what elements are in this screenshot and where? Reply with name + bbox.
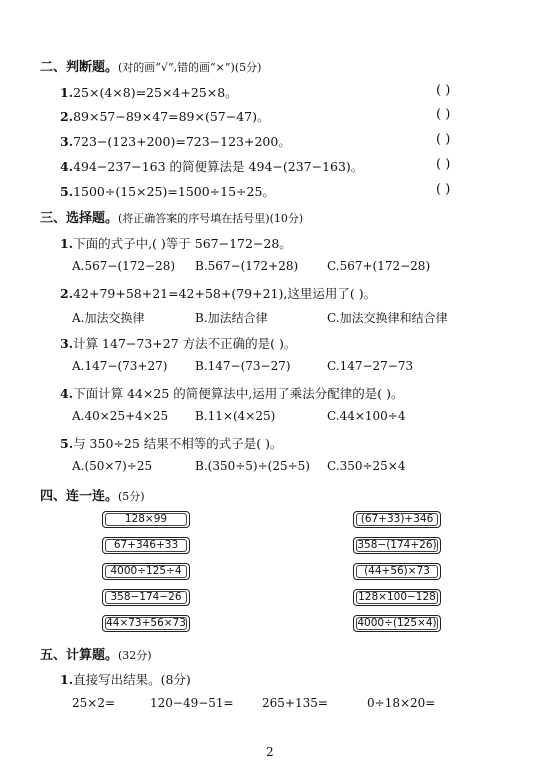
match-left-2[interactable] [102, 537, 190, 554]
section-5-title: 五、计算题。 [40, 648, 119, 663]
expression-text: (44+56)×73 [356, 565, 438, 578]
expression-text: 128×99 [105, 513, 187, 526]
section-4-note: (5分) [118, 490, 145, 503]
answer-blank-1[interactable]: ( ) [436, 83, 451, 98]
option-b[interactable]: B.567−(172+28) [195, 259, 299, 273]
choice-item-2 [60, 284, 376, 302]
match-right-1[interactable] [353, 511, 441, 528]
option-c[interactable]: C.加法交换律和结合律 [327, 311, 448, 325]
item-text: 下面的式子中,( )等于 567−172−28。 [73, 236, 292, 251]
item-text: 42+79+58+21=42+58+(79+21),这里运用了( )。 [73, 286, 377, 301]
section-2-title: 二、判断题。 [40, 60, 119, 75]
calc-subsection-1 [60, 670, 191, 688]
item-number: 1. [60, 672, 74, 687]
item-number: 2. [60, 286, 74, 301]
match-right-4[interactable] [353, 589, 441, 606]
match-right-5[interactable] [353, 615, 441, 632]
answer-blank-5[interactable]: ( ) [436, 182, 451, 197]
option-a[interactable]: A.147−(73+27) [72, 359, 168, 373]
section-3-title: 三、选择题。 [40, 211, 119, 226]
choice-item-5 [60, 434, 282, 452]
option-b[interactable]: B.(350÷5)÷(25÷5) [195, 459, 310, 473]
section-3-heading [40, 207, 303, 226]
judge-item-2 [60, 107, 270, 125]
page-number: 2 [266, 745, 274, 759]
item-number: 1. [60, 236, 74, 251]
expression-text: 128×100−128 [356, 591, 438, 604]
calc-problem-3[interactable]: 265+135= [262, 696, 328, 710]
expression-text: 4000÷125÷4 [105, 565, 187, 578]
item-number: 1. [60, 85, 74, 100]
match-right-3[interactable] [353, 563, 441, 580]
calc-problem-2[interactable]: 120−49−51= [150, 696, 234, 710]
match-left-4[interactable] [102, 589, 190, 606]
option-c[interactable]: C.44×100÷4 [327, 409, 406, 423]
item-text: 25×(4×8)=25×4+25×8。 [73, 85, 238, 100]
section-2-heading [40, 56, 261, 75]
option-a[interactable]: A.(50×7)÷25 [72, 459, 153, 473]
choice-item-1 [60, 234, 292, 252]
expression-text: 358−174−26 [105, 591, 187, 604]
judge-item-4 [60, 157, 363, 175]
match-left-5[interactable] [102, 615, 190, 632]
answer-blank-2[interactable]: ( ) [436, 107, 451, 122]
option-a[interactable]: A.40×25+4×25 [72, 409, 169, 423]
calc-problem-4[interactable]: 0÷18×20= [367, 696, 436, 710]
item-number: 5. [60, 436, 74, 451]
item-text: 下面计算 44×25 的简便算法中,运用了乘法分配律的是( )。 [73, 386, 404, 401]
match-left-1[interactable] [102, 511, 190, 528]
section-4-title: 四、连一连。 [40, 489, 119, 504]
option-c[interactable]: C.350÷25×4 [327, 459, 406, 473]
match-left-3[interactable] [102, 563, 190, 580]
calc-problem-1[interactable]: 25×2= [72, 696, 116, 710]
item-text: 与 350÷25 结果不相等的式子是( )。 [73, 436, 283, 451]
judge-item-5 [60, 182, 275, 200]
item-text: 1500÷(15×25)=1500÷15÷25。 [73, 184, 275, 199]
section-5-note: (32分) [118, 649, 152, 662]
option-b[interactable]: B.11×(4×25) [195, 409, 276, 423]
expression-text: 4000÷(125×4) [357, 617, 437, 629]
item-text: 723−(123+200)=723−123+200。 [73, 134, 291, 149]
option-a[interactable]: A.加法交换律 [72, 311, 145, 325]
expression-text: (67+33)+346 [356, 513, 438, 526]
item-number: 3. [60, 134, 74, 149]
expression-text: 67+346+33 [105, 539, 187, 552]
item-number: 5. [60, 184, 74, 199]
item-number: 3. [60, 336, 74, 351]
item-text: 直接写出结果。(8分) [73, 672, 191, 687]
item-text: 89×57−89×47=89×(57−47)。 [73, 109, 270, 124]
option-b[interactable]: B.147−(73−27) [195, 359, 291, 373]
option-a[interactable]: A.567−(172−28) [72, 259, 176, 273]
item-text: 494−237−163 的简便算法是 494−(237−163)。 [73, 159, 364, 174]
answer-blank-3[interactable]: ( ) [436, 132, 451, 147]
item-number: 4. [60, 386, 74, 401]
section-5-heading [40, 644, 152, 663]
item-number: 4. [60, 159, 74, 174]
item-number: 2. [60, 109, 74, 124]
match-right-2[interactable] [353, 537, 441, 554]
section-2-note: (对的画“√”,错的画“×”)(5分) [118, 61, 262, 74]
choice-item-4 [60, 384, 404, 402]
expression-text: 358−(174+26) [357, 539, 437, 551]
judge-item-3 [60, 132, 291, 150]
option-c[interactable]: C.567+(172−28) [327, 259, 431, 273]
choice-item-3 [60, 334, 296, 352]
section-4-heading [40, 485, 145, 504]
section-3-note: (将正确答案的序号填在括号里)(10分) [118, 212, 304, 225]
expression-text: 44×73+56×73 [106, 617, 186, 629]
answer-blank-4[interactable]: ( ) [436, 157, 451, 172]
option-b[interactable]: B.加法结合律 [195, 311, 268, 325]
item-text: 计算 147−73+27 方法不正确的是( )。 [73, 336, 297, 351]
judge-item-1 [60, 83, 238, 101]
option-c[interactable]: C.147−27−73 [327, 359, 414, 373]
